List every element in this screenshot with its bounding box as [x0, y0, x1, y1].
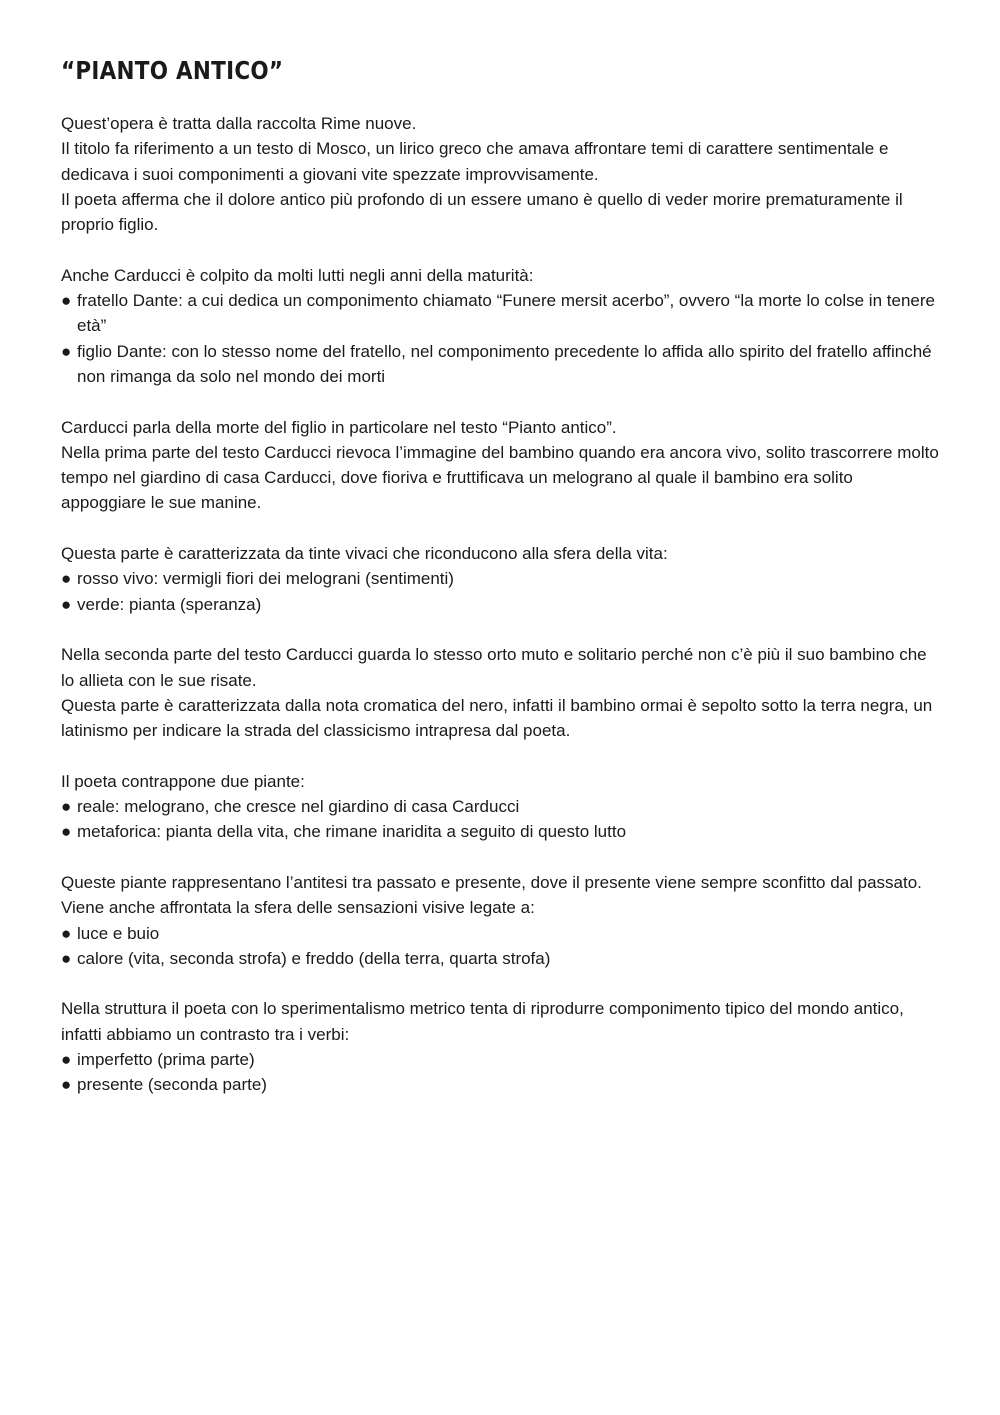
bullet-text: luce e buio — [77, 923, 160, 943]
page-title: “PIANTO ANTICO” — [61, 56, 284, 85]
paragraph-block — [61, 415, 941, 516]
paragraph-block — [61, 870, 941, 971]
paragraph-line: Questa parte è caratterizzata da tinte vivaci che riconducono alla sfera della vita: — [61, 544, 668, 564]
bullet-text: verde: pianta (speranza) — [77, 594, 262, 614]
bullet-text: rosso vivo: vermigli fiori dei melograni (sentimenti) — [77, 569, 454, 589]
bullet-list — [61, 794, 941, 845]
bullet-list — [61, 566, 941, 617]
paragraph-line: Anche Carducci è colpito da molti lutti negli anni della maturità: — [61, 265, 534, 285]
paragraph-line: Viene anche affrontata la sfera delle sensazioni visive legate a: — [61, 898, 535, 918]
bullet-item — [61, 1047, 941, 1072]
bullet-item — [61, 1072, 941, 1097]
bullet-icon: ● — [61, 341, 72, 361]
bullet-text: presente (seconda parte) — [77, 1075, 267, 1095]
bullet-icon: ● — [61, 594, 72, 614]
bullet-item — [61, 794, 941, 819]
bullet-text: reale: melograno, che cresce nel giardino di casa Carducci — [77, 797, 520, 817]
bullet-icon: ● — [61, 797, 72, 817]
paragraph-block — [61, 263, 941, 389]
bullet-item — [61, 946, 941, 971]
paragraph-line: Il poeta contrappone due piante: — [61, 771, 305, 791]
paragraph-line: Quest’opera è tratta dalla raccolta Rime nuove. — [61, 114, 417, 133]
bullet-list — [61, 921, 941, 972]
bullet-text: figlio Dante: con lo stesso nome del fratello, nel componimento precedente lo affida allo spirito del fratello affinché non rimanga da solo nel mondo dei morti — [77, 341, 932, 386]
bullet-item — [61, 921, 941, 946]
bullet-item — [61, 592, 941, 617]
document-body — [61, 111, 941, 1098]
bullet-text: metaforica: pianta della vita, che rimane inaridita a seguito di questo lutto — [77, 822, 627, 842]
bullet-text: fratello Dante: a cui dedica un componimento chiamato “Funere mersit acerbo”, ovvero “la morte lo colse in tenere età” — [77, 291, 935, 336]
paragraph-line: Il titolo fa riferimento a un testo di Mosco, un lirico greco che amava affrontare temi di carattere sentimentale e dedicava i suoi componimenti a giovani vite spezzate improvvisamente. — [61, 139, 889, 184]
paragraph-line: Il poeta afferma che il dolore antico più profondo di un essere umano è quello di veder morire prematuramente il proprio figlio. — [61, 189, 903, 235]
paragraph-block — [61, 642, 941, 743]
bullet-icon: ● — [61, 1075, 72, 1095]
bullet-item — [61, 566, 941, 591]
bullet-icon: ● — [61, 923, 72, 943]
bullet-icon: ● — [61, 948, 72, 968]
document-page — [61, 52, 941, 1123]
paragraph-block — [61, 541, 941, 617]
bullet-item — [61, 339, 941, 390]
bullet-list — [61, 288, 941, 389]
paragraph-block — [61, 111, 941, 237]
paragraph-line: Queste piante rappresentano l’antitesi tra passato e presente, dove il presente viene sempre sconfitto dal passato. — [61, 872, 922, 892]
bullet-icon: ● — [61, 291, 72, 311]
paragraph-block — [61, 769, 941, 845]
paragraph-block — [61, 996, 941, 1097]
paragraph-line: Nella prima parte del testo Carducci rievoca l’immagine del bambino quando era ancora vivo, solito trascorrere molto tempo nel giardino di casa Carducci, dove fioriva e fruttificava un melograno al quale il bambino era solito appoggiare le sue manine. — [61, 442, 939, 513]
bullet-text: imperfetto (prima parte) — [77, 1049, 255, 1069]
paragraph-line: Questa parte è caratterizzata dalla nota cromatica del nero, infatti il bambino ormai è sepolto sotto la terra negra, un latinismo per indicare la strada del classicismo intrapresa dal poeta. — [61, 695, 933, 741]
paragraph-line: Nella seconda parte del testo Carducci guarda lo stesso orto muto e solitario perché non c’è più il suo bambino che lo allieta con le sue risate. — [61, 645, 927, 690]
bullet-item — [61, 288, 941, 339]
bullet-list — [61, 1047, 941, 1098]
bullet-icon: ● — [61, 569, 72, 589]
bullet-icon: ● — [61, 822, 72, 842]
paragraph-line: Nella struttura il poeta con lo sperimentalismo metrico tenta di riprodurre componimento tipico del mondo antico, infatti abbiamo un contrasto tra i verbi: — [61, 999, 904, 1044]
bullet-item — [61, 819, 941, 844]
bullet-text: calore (vita, seconda strofa) e freddo (della terra, quarta strofa) — [77, 948, 551, 968]
paragraph-line: Carducci parla della morte del figlio in particolare nel testo “Pianto antico”. — [61, 417, 617, 437]
bullet-icon: ● — [61, 1049, 72, 1069]
